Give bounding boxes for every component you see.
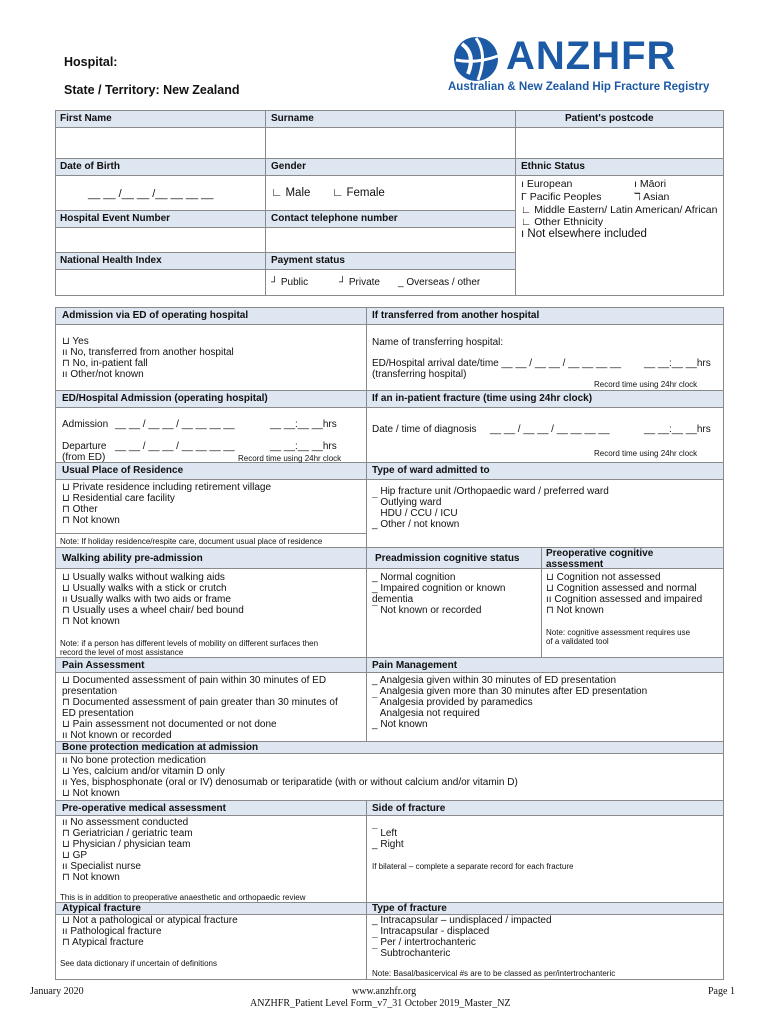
preopcog-note-2: of a validated tool	[546, 637, 609, 646]
payment-public[interactable]: ┘ Public	[271, 277, 309, 288]
walking-frame[interactable]: ıı Usually walks with two aids or frame	[62, 594, 231, 605]
preop-note: This is in addition to preoperative anaesthetic and orthopaedic review	[60, 893, 306, 902]
pain-assessment-title: Pain Assessment	[62, 660, 145, 671]
fracture-intra-displaced[interactable]: Intracapsular - displaced	[380, 926, 490, 937]
pain-not-known[interactable]: ıı Not known or recorded	[62, 730, 172, 741]
from-ed-label: (from ED)	[62, 452, 106, 463]
inpatient-record-note: Record time using 24hr clock	[594, 449, 698, 458]
pain-greater-30-cont: ED presentation	[62, 708, 134, 719]
admission-other[interactable]: ıı Other/not known	[62, 369, 144, 380]
male-label: Male	[285, 187, 311, 199]
admission-date-field[interactable]: __ __ / __ __ / __ __ __ __	[115, 419, 235, 430]
atypical-not[interactable]: ⊔ Not a pathological or atypical fracture	[62, 915, 238, 926]
fracture-note: Note: Basal/basicervical #s are to be classed as per/intertrochanteric	[372, 969, 616, 978]
fracture-intra-undisplaced[interactable]: _ Intracapsular – undisplaced / impacted	[372, 915, 552, 926]
transfer-record-note: Record time using 24hr clock	[594, 380, 698, 389]
admission-ed-title: Admission via ED of operating hospital	[62, 310, 249, 321]
transferring-hospital-note: (transferring hospital)	[372, 369, 467, 380]
departure-date-field[interactable]: __ __ / __ __ / __ __ __ __	[115, 441, 235, 452]
bone-bisphosphonate[interactable]: ıı Yes, bisphosphonate (oral or IV) denosumab or teriparatide (with or without calcium and/or vitamin D)	[62, 777, 518, 788]
gender-female[interactable]: ∟ Female	[332, 187, 385, 199]
pain-greater-30[interactable]: ⊓ Documented assessment of pain greater than 30 minutes of	[62, 697, 338, 708]
ethnic-european[interactable]: ı European	[521, 178, 573, 190]
preopcog-title-2: assessment	[546, 559, 604, 570]
ward-title: Type of ward admitted to	[372, 465, 490, 476]
atypical-atypical[interactable]: ⊓ Atypical fracture	[62, 937, 144, 948]
preop-nurse[interactable]: ıı Specialist nurse	[62, 861, 141, 872]
ethnic-middle-eastern[interactable]: ∟ Middle Eastern/ Latin American/ African	[521, 204, 718, 216]
gender-male[interactable]: ∟ Male	[271, 187, 311, 199]
atypical-title: Atypical fracture	[62, 903, 141, 914]
ward-hdu[interactable]: HDU / CCU / ICU	[380, 508, 458, 519]
ward-other[interactable]: _ Other / not known	[372, 519, 460, 530]
preop-none[interactable]: ıı No assessment conducted	[62, 817, 189, 828]
bone-calcium[interactable]: ⊔ Yes, calcium and/or vitamin D only	[62, 766, 225, 777]
ethnic-other[interactable]: ∟ Other Ethnicity	[521, 216, 604, 228]
admission-inpatient[interactable]: ⊓ No, in-patient fall	[62, 358, 148, 369]
footer-doc-name: ANZHFR_Patient Level Form_v7_31 October 2019_Master_NZ	[250, 998, 511, 1009]
transfer-arrival[interactable]: ED/Hospital arrival date/time __ __ / __ __ / __ __ __ __	[372, 358, 622, 369]
bone-none[interactable]: ıı No bone protection medication	[62, 755, 206, 766]
footer-date: January 2020	[30, 986, 84, 997]
preop-title: Pre-operative medical assessment	[62, 803, 226, 814]
side-title: Side of fracture	[372, 803, 446, 814]
ed-admission-title: ED/Hospital Admission (operating hospital)	[62, 393, 268, 404]
side-right[interactable]: _ Right	[372, 839, 404, 850]
walking-note-1: Note: if a person has different levels of mobility on different surfaces then	[60, 639, 319, 648]
precog-title: Preadmission cognitive status	[375, 553, 520, 564]
anzhfr-logo	[446, 36, 726, 102]
gender-label: Gender	[271, 161, 307, 172]
preopcog-impaired[interactable]: ıı Cognition assessed and impaired	[546, 594, 703, 605]
diagnosis-time-field[interactable]: __ __:__ __hrs	[644, 424, 711, 435]
hospital-label: Hospital:	[64, 55, 118, 69]
atypical-pathological[interactable]: ıı Pathological fracture	[62, 926, 162, 937]
transfer-arrival-time[interactable]: __ __:__ __hrs	[644, 358, 711, 369]
preop-physician[interactable]: ⊔ Physician / physician team	[62, 839, 191, 850]
preopcog-note-1: Note: cognitive assessment requires use	[546, 628, 691, 637]
logo-subtitle: Australian & New Zealand Hip Fracture Registry	[448, 81, 710, 93]
pain-within-30-cont: presentation	[62, 686, 118, 697]
fracture-per-inter[interactable]: ¯ Per / intertrochanteric	[372, 937, 476, 948]
departure-label: Departure	[62, 441, 107, 452]
preopcog-normal[interactable]: ⊔ Cognition assessed and normal	[546, 583, 697, 594]
payment-overseas[interactable]: _ Overseas / other	[398, 277, 481, 288]
side-left[interactable]: ¯ Left	[372, 828, 397, 839]
walking-no-aids[interactable]: ⊔ Usually walks without walking aids	[62, 572, 225, 583]
preopcog-not-known[interactable]: ⊓ Not known	[546, 605, 604, 616]
dob-field[interactable]: __ __ /__ __ /__ __ __ __	[88, 188, 214, 200]
fracture-sub[interactable]: ¯ Subtrochanteric	[372, 948, 451, 959]
walking-wheelchair[interactable]: ⊓ Usually uses a wheel chair/ bed bound	[62, 605, 244, 616]
preop-gp[interactable]: ⊔ GP	[62, 850, 88, 861]
admission-transferred[interactable]: ıı No, transferred from another hospital	[62, 347, 234, 358]
atypical-note: See data dictionary if uncertain of definitions	[60, 959, 217, 968]
event-number-label: Hospital Event Number	[60, 213, 171, 224]
residence-note: Note: If holiday residence/respite care, document usual place of residence	[60, 537, 323, 546]
departure-time-field[interactable]: __ __:__ __hrs	[270, 441, 337, 452]
residence-care[interactable]: ⊔ Residential care facility	[62, 493, 175, 504]
preopcog-title-1: Preoperative cognitive	[546, 548, 654, 559]
diagnosis-label: Date / time of diagnosis	[372, 424, 477, 435]
surname-label: Surname	[271, 113, 314, 124]
nhi-label: National Health Index	[60, 255, 162, 266]
ethnic-label: Ethnic Status	[521, 161, 585, 172]
precog-not-known[interactable]: ¯ Not known or recorded	[372, 605, 482, 616]
female-label: Female	[346, 187, 385, 199]
walking-not-known[interactable]: ⊓ Not known	[62, 616, 120, 627]
contact-label: Contact telephone number	[271, 213, 398, 224]
inpatient-title: If an in-patient fracture (time using 24hr clock)	[372, 393, 593, 404]
ethnic-not-included[interactable]: ı Not elsewhere included	[521, 228, 647, 240]
preop-not-known[interactable]: ⊓ Not known	[62, 872, 120, 883]
state-label: State / Territory: New Zealand	[64, 83, 240, 97]
transfer-title: If transferred from another hospital	[372, 310, 540, 321]
ethnic-asian[interactable]: ℸ Asian	[634, 191, 670, 203]
residence-private[interactable]: ⊔ Private residence including retirement village	[62, 482, 272, 493]
admission-yes[interactable]: ⊔ Yes	[62, 336, 89, 347]
analgesia-not-required[interactable]: Analgesia not required	[379, 708, 480, 719]
footer-url[interactable]: www.anzhfr.org	[352, 986, 417, 997]
preop-geriatrician[interactable]: ⊓ Geriatrician / geriatric team	[62, 828, 193, 839]
transfer-name-label[interactable]: Name of transferring hospital:	[372, 337, 504, 348]
payment-private[interactable]: ┘ Private	[339, 277, 380, 288]
precog-normal[interactable]: _ Normal cognition	[372, 572, 456, 583]
logo-wordmark: ANZHFR	[506, 34, 677, 78]
side-note: If bilateral – complete a separate record for each fracture	[372, 862, 574, 871]
residence-title: Usual Place of Residence	[62, 465, 184, 476]
dob-label: Date of Birth	[60, 161, 120, 172]
residence-other[interactable]: ⊓ Other	[62, 504, 98, 515]
admission-time-field[interactable]: __ __:__ __hrs	[270, 419, 337, 430]
globe-icon	[448, 34, 506, 84]
analgesia-not-known[interactable]: _ Not known	[372, 719, 428, 730]
walking-title: Walking ability pre-admission	[62, 553, 203, 564]
payment-label: Payment status	[271, 255, 345, 266]
analgesia-paramedics[interactable]: ¯ Analgesia provided by paramedics	[372, 697, 533, 708]
walking-stick[interactable]: ⊔ Usually walks with a stick or crutch	[62, 583, 227, 594]
preopcog-not-assessed[interactable]: ⊔ Cognition not assessed	[546, 572, 661, 583]
bone-not-known[interactable]: ⊔ Not known	[62, 788, 120, 799]
analgesia-after-30[interactable]: Analgesia given more than 30 minutes after ED presentation	[379, 686, 648, 697]
first-name-label: First Name	[60, 113, 112, 124]
footer-page: Page 1	[708, 986, 735, 997]
diagnosis-date-field[interactable]: __ __ / __ __ / __ __ __ __	[490, 424, 610, 435]
fracture-type-title: Type of fracture	[372, 903, 447, 914]
precog-impaired[interactable]: _ Impaired cognition or known	[372, 583, 506, 594]
ethnic-pacific[interactable]: Γ Pacific Peoples	[521, 191, 602, 203]
ward-hip-unit[interactable]: Hip fracture unit /Orthopaedic ward / preferred ward	[380, 486, 609, 497]
residence-not-known[interactable]: ⊓ Not known	[62, 515, 120, 526]
pain-within-30[interactable]: ⊔ Documented assessment of pain within 30 minutes of ED	[62, 675, 327, 686]
ward-outlying[interactable]: ¯ Outlying ward	[372, 497, 442, 508]
postcode-label: Patient's postcode	[565, 113, 654, 124]
pain-management-title: Pain Management	[372, 660, 458, 671]
pain-not-documented[interactable]: ⊔ Pain assessment not documented or not done	[62, 719, 277, 730]
precog-dementia-line: dementia	[372, 594, 414, 605]
ethnic-maori[interactable]: ı Māori	[634, 178, 667, 190]
ed-record-note: Record time using 24hr clock	[238, 454, 342, 463]
bone-title: Bone protection medication at admission	[62, 742, 259, 753]
admission-date-label: Admission	[62, 419, 109, 430]
analgesia-within-30[interactable]: _ Analgesia given within 30 minutes of ED presentation	[372, 675, 617, 686]
walking-note-2: record the level of most assistance	[60, 648, 184, 657]
